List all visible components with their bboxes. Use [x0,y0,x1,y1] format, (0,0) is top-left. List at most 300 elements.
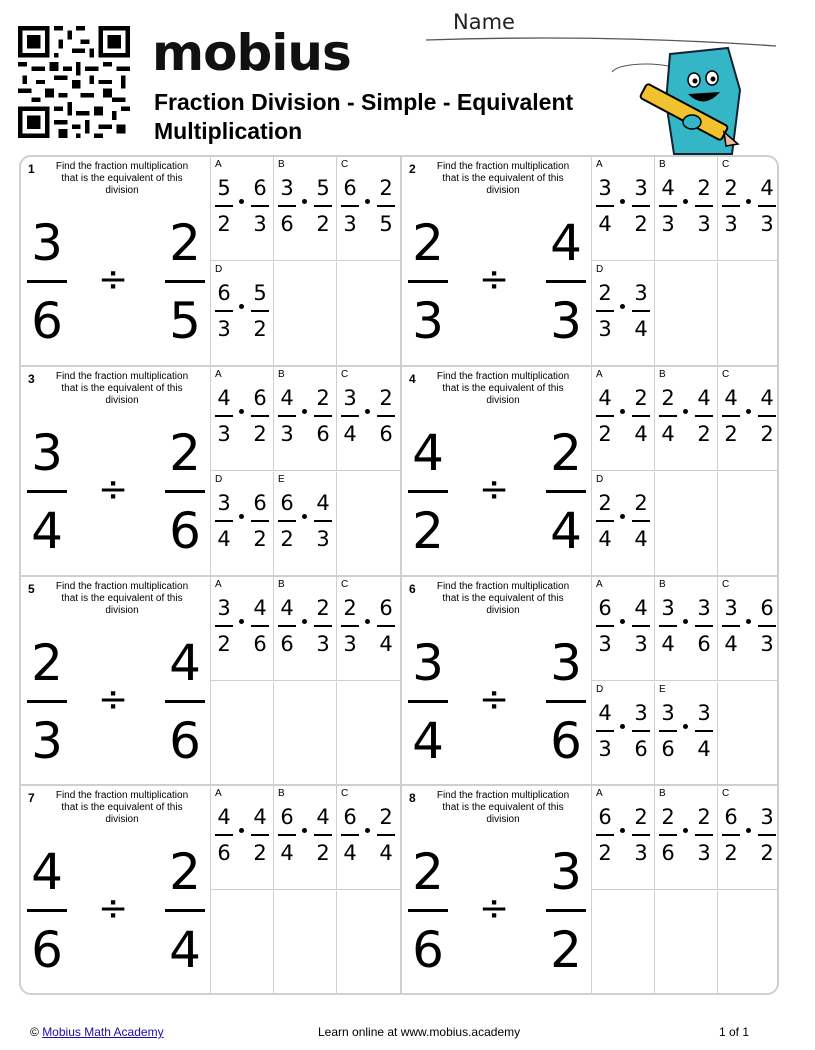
fraction-bar [722,415,740,417]
option-fraction-a [277,596,297,656]
fraction-bar [632,520,650,522]
option-fraction-b [376,596,396,656]
multiplication-dot [620,304,625,309]
multiplication-dot [620,514,625,519]
option-fraction-b [694,805,714,865]
fraction-bar [215,310,233,312]
option-fraction-b [631,701,651,761]
fraction-bar [596,205,614,207]
fraction-bar [659,415,677,417]
numerator: 3 [412,634,444,692]
denominator: 3 [31,712,63,770]
answer-cell[interactable] [655,786,718,890]
numerator: 4 [253,805,267,829]
numerator: 2 [316,596,330,620]
denominator: 2 [253,421,267,446]
division-sign: ÷ [479,259,510,300]
option-letter: A [596,369,603,380]
numerator: 6 [253,176,267,200]
option-fraction-a [277,386,297,446]
answer-cell[interactable] [718,786,779,890]
problem-card [402,577,779,786]
numerator: 3 [697,701,711,725]
numerator: 2 [661,386,675,410]
numerator: 6 [217,281,231,305]
option-fraction-b [631,596,651,656]
numerator: 6 [598,596,612,620]
fraction-bar [596,520,614,522]
option-fraction-b [313,176,333,236]
denominator: 3 [598,316,612,341]
fraction-bar [341,205,359,207]
denominator: 6 [661,736,675,761]
numerator: 4 [169,634,201,692]
denominator: 2 [253,840,267,865]
multiplication-dot [239,514,244,519]
fraction-bar [546,700,586,703]
answer-cell[interactable] [655,157,718,261]
option-fraction-a [214,491,234,551]
problem-number: 6 [409,582,416,596]
answer-cell [211,891,274,995]
answer-cell [337,472,400,576]
answer-cell[interactable] [655,577,718,681]
denominator: 2 [253,316,267,341]
fraction-bar [659,205,677,207]
fraction-bar [341,415,359,417]
denominator: 4 [598,211,612,236]
denominator: 2 [280,526,294,551]
answer-cell[interactable] [718,577,779,681]
denominator: 6 [280,211,294,236]
option-multiplication [594,491,654,561]
option-letter: D [215,264,223,275]
numerator: 4 [217,386,231,410]
multiplication-dot [239,199,244,204]
denominator: 3 [316,631,330,656]
answer-cell [718,262,779,366]
denominator: 4 [634,316,648,341]
multiplication-dot [302,828,307,833]
answer-cell [274,262,337,366]
fraction-bar [215,834,233,836]
option-multiplication [720,805,779,875]
option-letter: A [215,788,222,799]
numerator: 2 [412,214,444,272]
answer-cell [655,472,718,576]
fraction-bar [377,625,395,627]
fraction-bar [314,205,332,207]
option-fraction-a [214,176,234,236]
option-multiplication [657,805,717,875]
numerator: 4 [760,386,774,410]
multiplication-dot [239,619,244,624]
multiplication-dot [746,409,751,414]
denominator: 3 [760,211,774,236]
answer-cell[interactable] [274,367,337,471]
option-fraction-a [277,176,297,236]
answer-cell[interactable] [592,367,655,471]
answer-cell[interactable] [274,157,337,261]
fraction-bar [408,490,448,493]
denominator: 5 [169,292,201,350]
option-multiplication [213,386,273,456]
option-letter: A [596,159,603,170]
numerator: 2 [169,424,201,482]
numerator: 2 [598,281,612,305]
problem-number: 2 [409,162,416,176]
problem-number: 5 [28,582,35,596]
option-fraction-b [250,281,270,341]
denominator: 3 [760,631,774,656]
divisor-fraction [544,844,588,978]
option-fraction-a [340,805,360,865]
answer-cell[interactable] [337,786,400,890]
numerator: 3 [343,386,357,410]
numerator: 4 [280,596,294,620]
option-fraction-a [214,386,234,446]
option-multiplication [276,386,336,456]
option-letter: C [341,159,349,170]
option-multiplication [594,176,654,246]
option-multiplication [594,281,654,351]
answer-cell[interactable] [592,262,655,366]
multiplication-dot [239,304,244,309]
option-letter: C [341,579,349,590]
problem-question [21,786,211,995]
option-fraction-b [757,176,777,236]
option-letter: C [722,159,730,170]
answer-cell [337,262,400,366]
multiplication-dot [746,828,751,833]
denominator: 6 [31,921,63,979]
denominator: 6 [253,631,267,656]
fraction-bar [632,625,650,627]
numerator: 3 [550,843,582,901]
denominator: 3 [280,421,294,446]
division-sign: ÷ [479,679,510,720]
option-fraction-a [214,805,234,865]
denominator: 4 [169,921,201,979]
option-fraction-a [277,805,297,865]
numerator: 2 [697,176,711,200]
option-multiplication [594,386,654,456]
answer-cell[interactable] [655,367,718,471]
denominator: 6 [169,712,201,770]
fraction-bar [722,625,740,627]
academy-link[interactable]: Mobius Math Academy [42,1025,164,1039]
denominator: 3 [634,840,648,865]
fraction-bar [341,834,359,836]
answer-cell[interactable] [592,786,655,890]
numerator: 3 [724,596,738,620]
problem-question [21,157,211,366]
option-fraction-b [313,491,333,551]
fraction-bar [215,205,233,207]
option-fraction-b [757,596,777,656]
denominator: 4 [550,502,582,560]
denominator: 2 [217,631,231,656]
fraction-bar [278,625,296,627]
option-fraction-b [313,596,333,656]
denominator: 3 [217,421,231,446]
option-fraction-b [376,176,396,236]
problem-card [21,577,400,786]
option-letter: A [596,579,603,590]
numerator: 4 [280,386,294,410]
numerator: 4 [661,176,675,200]
mascot-pencil-icon [608,42,748,160]
divisor-fraction [544,215,588,349]
numerator: 2 [379,386,393,410]
answer-cell[interactable] [211,786,274,890]
fraction-bar [722,834,740,836]
option-fraction-a [340,176,360,236]
division-sign: ÷ [479,888,510,929]
fraction-bar [27,700,67,703]
denominator: 5 [379,211,393,236]
numerator: 4 [697,386,711,410]
problem-card [402,367,779,576]
answer-cell[interactable] [211,577,274,681]
problem-number: 7 [28,791,35,805]
denominator: 4 [412,712,444,770]
answer-cell[interactable] [211,472,274,576]
option-fraction-a [340,596,360,656]
numerator: 6 [760,596,774,620]
multiplication-dot [746,199,751,204]
denominator: 2 [724,840,738,865]
brand-logo: mobius [152,24,351,82]
fraction-bar [596,730,614,732]
option-fraction-a [277,491,297,551]
denominator: 4 [724,631,738,656]
fraction-bar [377,205,395,207]
option-multiplication [657,176,717,246]
option-multiplication [213,281,273,351]
problem-number: 4 [409,372,416,386]
division-sign: ÷ [98,469,129,510]
option-fraction-b [313,805,333,865]
numerator: 4 [634,596,648,620]
option-letter: E [659,684,666,695]
fraction-bar [596,415,614,417]
denominator: 6 [379,421,393,446]
fraction-bar [377,415,395,417]
answer-cell[interactable] [592,682,655,786]
divisor-fraction [163,844,207,978]
answer-cell[interactable] [592,472,655,576]
option-multiplication [594,596,654,666]
denominator: 3 [217,316,231,341]
fraction-bar [695,730,713,732]
numerator: 4 [598,701,612,725]
denominator: 3 [697,840,711,865]
option-multiplication [276,176,336,246]
option-letter: B [659,788,666,799]
multiplication-dot [683,199,688,204]
answer-cell[interactable] [211,157,274,261]
denominator: 3 [343,211,357,236]
fraction-bar [546,490,586,493]
problem-prompt: Find the fraction multiplication that is the equivalent of this division [55,371,189,406]
denominator: 4 [697,736,711,761]
dividend-fraction [406,635,450,769]
multiplication-dot [620,409,625,414]
option-fraction-b [250,805,270,865]
option-letter: C [341,369,349,380]
option-fraction-b [694,596,714,656]
problem-question [402,786,592,995]
dividend-fraction [25,425,69,559]
fraction-bar [659,625,677,627]
denominator: 6 [634,736,648,761]
fraction-bar [341,625,359,627]
answer-cell[interactable] [337,157,400,261]
option-multiplication [720,386,779,456]
answer-cell[interactable] [337,367,400,471]
fraction-bar [251,834,269,836]
dividend-fraction [25,635,69,769]
numerator: 4 [316,491,330,515]
problem-question [402,577,592,786]
multiplication-dot [365,409,370,414]
name-label: Name [453,10,515,34]
numerator: 2 [343,596,357,620]
option-fraction-b [757,805,777,865]
option-letter: D [596,684,604,695]
option-multiplication [213,805,273,875]
answer-cell[interactable] [211,367,274,471]
answer-cell[interactable] [592,157,655,261]
answer-cell[interactable] [655,682,718,786]
option-letter: E [278,474,285,485]
fraction-bar [251,205,269,207]
fraction-bar [659,730,677,732]
problem-card [21,367,400,576]
numerator: 3 [217,596,231,620]
dividend-fraction [25,844,69,978]
answer-cell[interactable] [211,262,274,366]
dividend-fraction [406,425,450,559]
option-multiplication [720,596,779,666]
fraction-bar [695,625,713,627]
problem-prompt: Find the fraction multiplication that is the equivalent of this division [55,161,189,196]
fraction-bar [215,415,233,417]
problem-question [402,367,592,576]
problem-prompt: Find the fraction multiplication that is the equivalent of this division [436,371,570,406]
denominator: 3 [598,631,612,656]
option-letter: A [596,788,603,799]
numerator: 5 [217,176,231,200]
answer-cell [718,682,779,786]
denominator: 2 [550,921,582,979]
denominator: 4 [379,840,393,865]
fraction-bar [546,909,586,912]
answer-cell[interactable] [718,367,779,471]
denominator: 2 [598,421,612,446]
option-multiplication [720,176,779,246]
option-letter: B [659,579,666,590]
denominator: 6 [550,712,582,770]
divisor-fraction [163,425,207,559]
answer-cell [592,891,655,995]
fraction-bar [251,625,269,627]
numerator: 2 [697,805,711,829]
numerator: 5 [316,176,330,200]
fraction-bar [314,520,332,522]
answer-cell[interactable] [718,157,779,261]
option-fraction-a [721,805,741,865]
numerator: 2 [661,805,675,829]
option-multiplication [594,805,654,875]
numerator: 3 [31,214,63,272]
answer-cell [655,262,718,366]
option-fraction-a [721,386,741,446]
numerator: 2 [169,843,201,901]
answer-cell [337,891,400,995]
answer-cell[interactable] [337,577,400,681]
option-fraction-b [631,491,651,551]
option-fraction-a [595,386,615,446]
fraction-bar [251,520,269,522]
option-fraction-a [340,386,360,446]
numerator: 2 [379,176,393,200]
answer-cell[interactable] [274,577,337,681]
answer-cell [274,682,337,786]
option-fraction-a [595,176,615,236]
numerator: 4 [550,214,582,272]
option-multiplication [276,491,336,561]
denominator: 6 [697,631,711,656]
fraction-bar [632,415,650,417]
option-multiplication [213,176,273,246]
fraction-bar [596,834,614,836]
answer-cell[interactable] [274,472,337,576]
fraction-bar [659,834,677,836]
denominator: 6 [31,292,63,350]
numerator: 2 [169,214,201,272]
fraction-bar [408,280,448,283]
denominator: 4 [661,631,675,656]
numerator: 2 [316,386,330,410]
problem-question [21,367,211,576]
fraction-bar [722,205,740,207]
denominator: 3 [412,292,444,350]
answer-cell[interactable] [274,786,337,890]
option-multiplication [276,805,336,875]
answer-cell [718,891,779,995]
option-letter: C [722,369,730,380]
numerator: 4 [253,596,267,620]
numerator: 6 [724,805,738,829]
fraction-bar [165,490,205,493]
answer-cell[interactable] [592,577,655,681]
numerator: 3 [634,176,648,200]
division-sign: ÷ [479,469,510,510]
problem-card [402,157,779,366]
numerator: 3 [280,176,294,200]
fraction-bar [27,490,67,493]
problem-prompt: Find the fraction multiplication that is the equivalent of this division [55,581,189,616]
numerator: 3 [760,805,774,829]
fraction-bar [632,205,650,207]
multiplication-dot [620,619,625,624]
denominator: 4 [661,421,675,446]
option-fraction-a [595,805,615,865]
fraction-bar [408,700,448,703]
option-fraction-b [250,386,270,446]
